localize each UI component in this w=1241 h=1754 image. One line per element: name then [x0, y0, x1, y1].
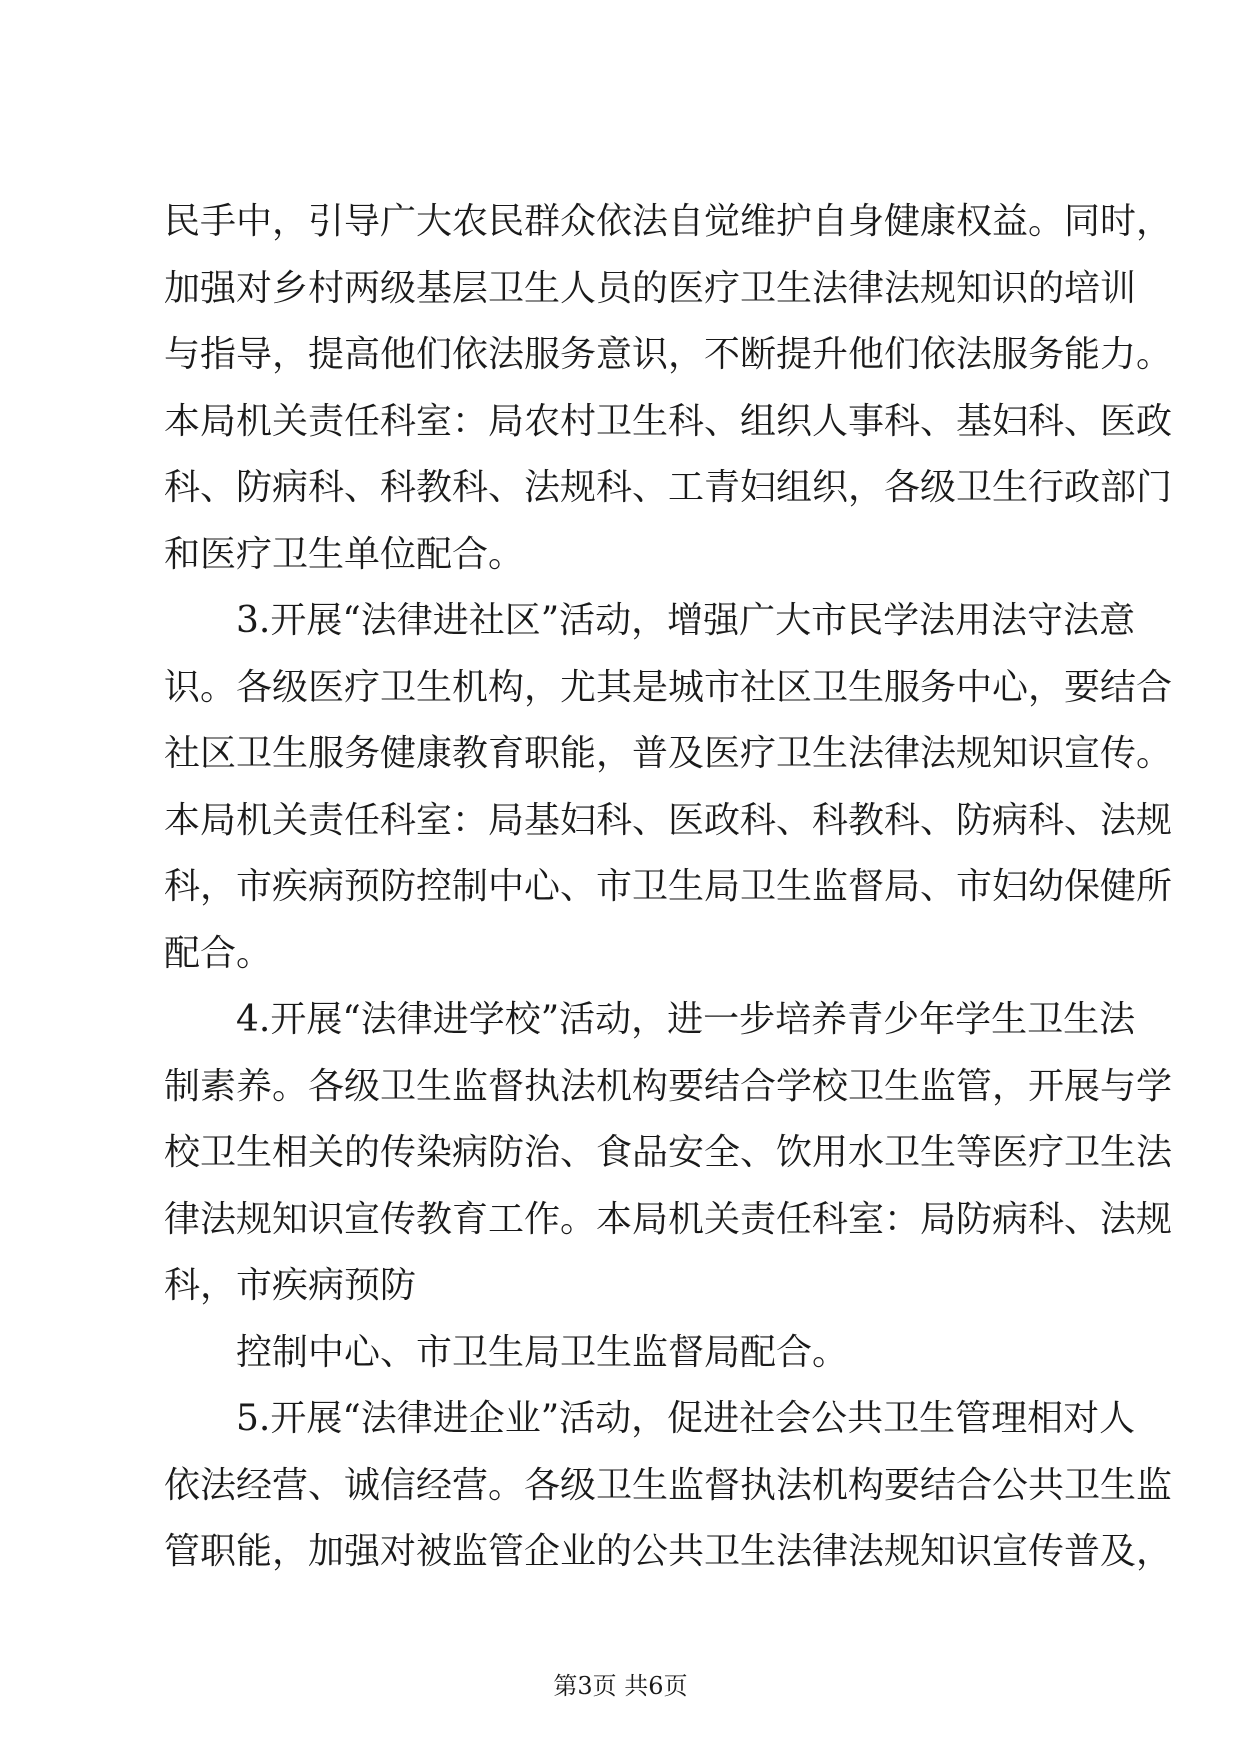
- text-line: 与指导，提高他们依法服务意识，不断提升他们依法服务能力。: [164, 334, 1173, 375]
- text-line: 制素养。各级卫生监督执法机构要结合学校卫生监管，开展与学: [164, 1066, 1173, 1107]
- text-line: 依法经营、诚信经营。各级卫生监督执法机构要结合公共卫生监: [164, 1465, 1173, 1506]
- text-line: 民手中，引导广大农民群众依法自觉维护自身健康权益。同时，: [164, 201, 1173, 242]
- text-line: 社区卫生服务健康教育职能，普及医疗卫生法律法规知识宣传。: [164, 733, 1173, 774]
- text-line: 本局机关责任科室：局农村卫生科、组织人事科、基妇科、医政: [164, 401, 1173, 442]
- text-line: 加强对乡村两级基层卫生人员的医疗卫生法律法规知识的培训: [164, 268, 1137, 309]
- page-footer: 第3页 共6页: [553, 1672, 688, 1700]
- text-line: 5.开展“法律进企业”活动，促进社会公共卫生管理相对人: [236, 1398, 1136, 1439]
- text-line: 校卫生相关的传染病防治、食品安全、饮用水卫生等医疗卫生法: [164, 1132, 1173, 1173]
- text-line: 3.开展“法律进社区”活动，增强广大市民学法用法守法意: [236, 600, 1136, 641]
- text-line: 控制中心、市卫生局卫生监督局配合。: [236, 1332, 849, 1373]
- text-line: 配合。: [164, 933, 273, 974]
- text-line: 本局机关责任科室：局基妇科、医政科、科教科、防病科、法规: [164, 800, 1173, 841]
- text-line: 和医疗卫生单位配合。: [164, 534, 525, 575]
- text-line: 4.开展“法律进学校”活动，进一步培养青少年学生卫生法: [236, 999, 1136, 1040]
- text-line: 律法规知识宣传教育工作。本局机关责任科室：局防病科、法规: [164, 1199, 1173, 1240]
- text-line: 科、防病科、科教科、法规科、工青妇组织，各级卫生行政部门: [164, 467, 1173, 508]
- text-line: 科，市疾病预防控制中心、市卫生局卫生监督局、市妇幼保健所: [164, 866, 1173, 907]
- text-line: 管职能，加强对被监管企业的公共卫生法律法规知识宣传普及，: [164, 1531, 1173, 1572]
- text-line: 识。各级医疗卫生机构，尤其是城市社区卫生服务中心，要结合: [164, 667, 1173, 708]
- text-line: 科，市疾病预防: [164, 1265, 417, 1306]
